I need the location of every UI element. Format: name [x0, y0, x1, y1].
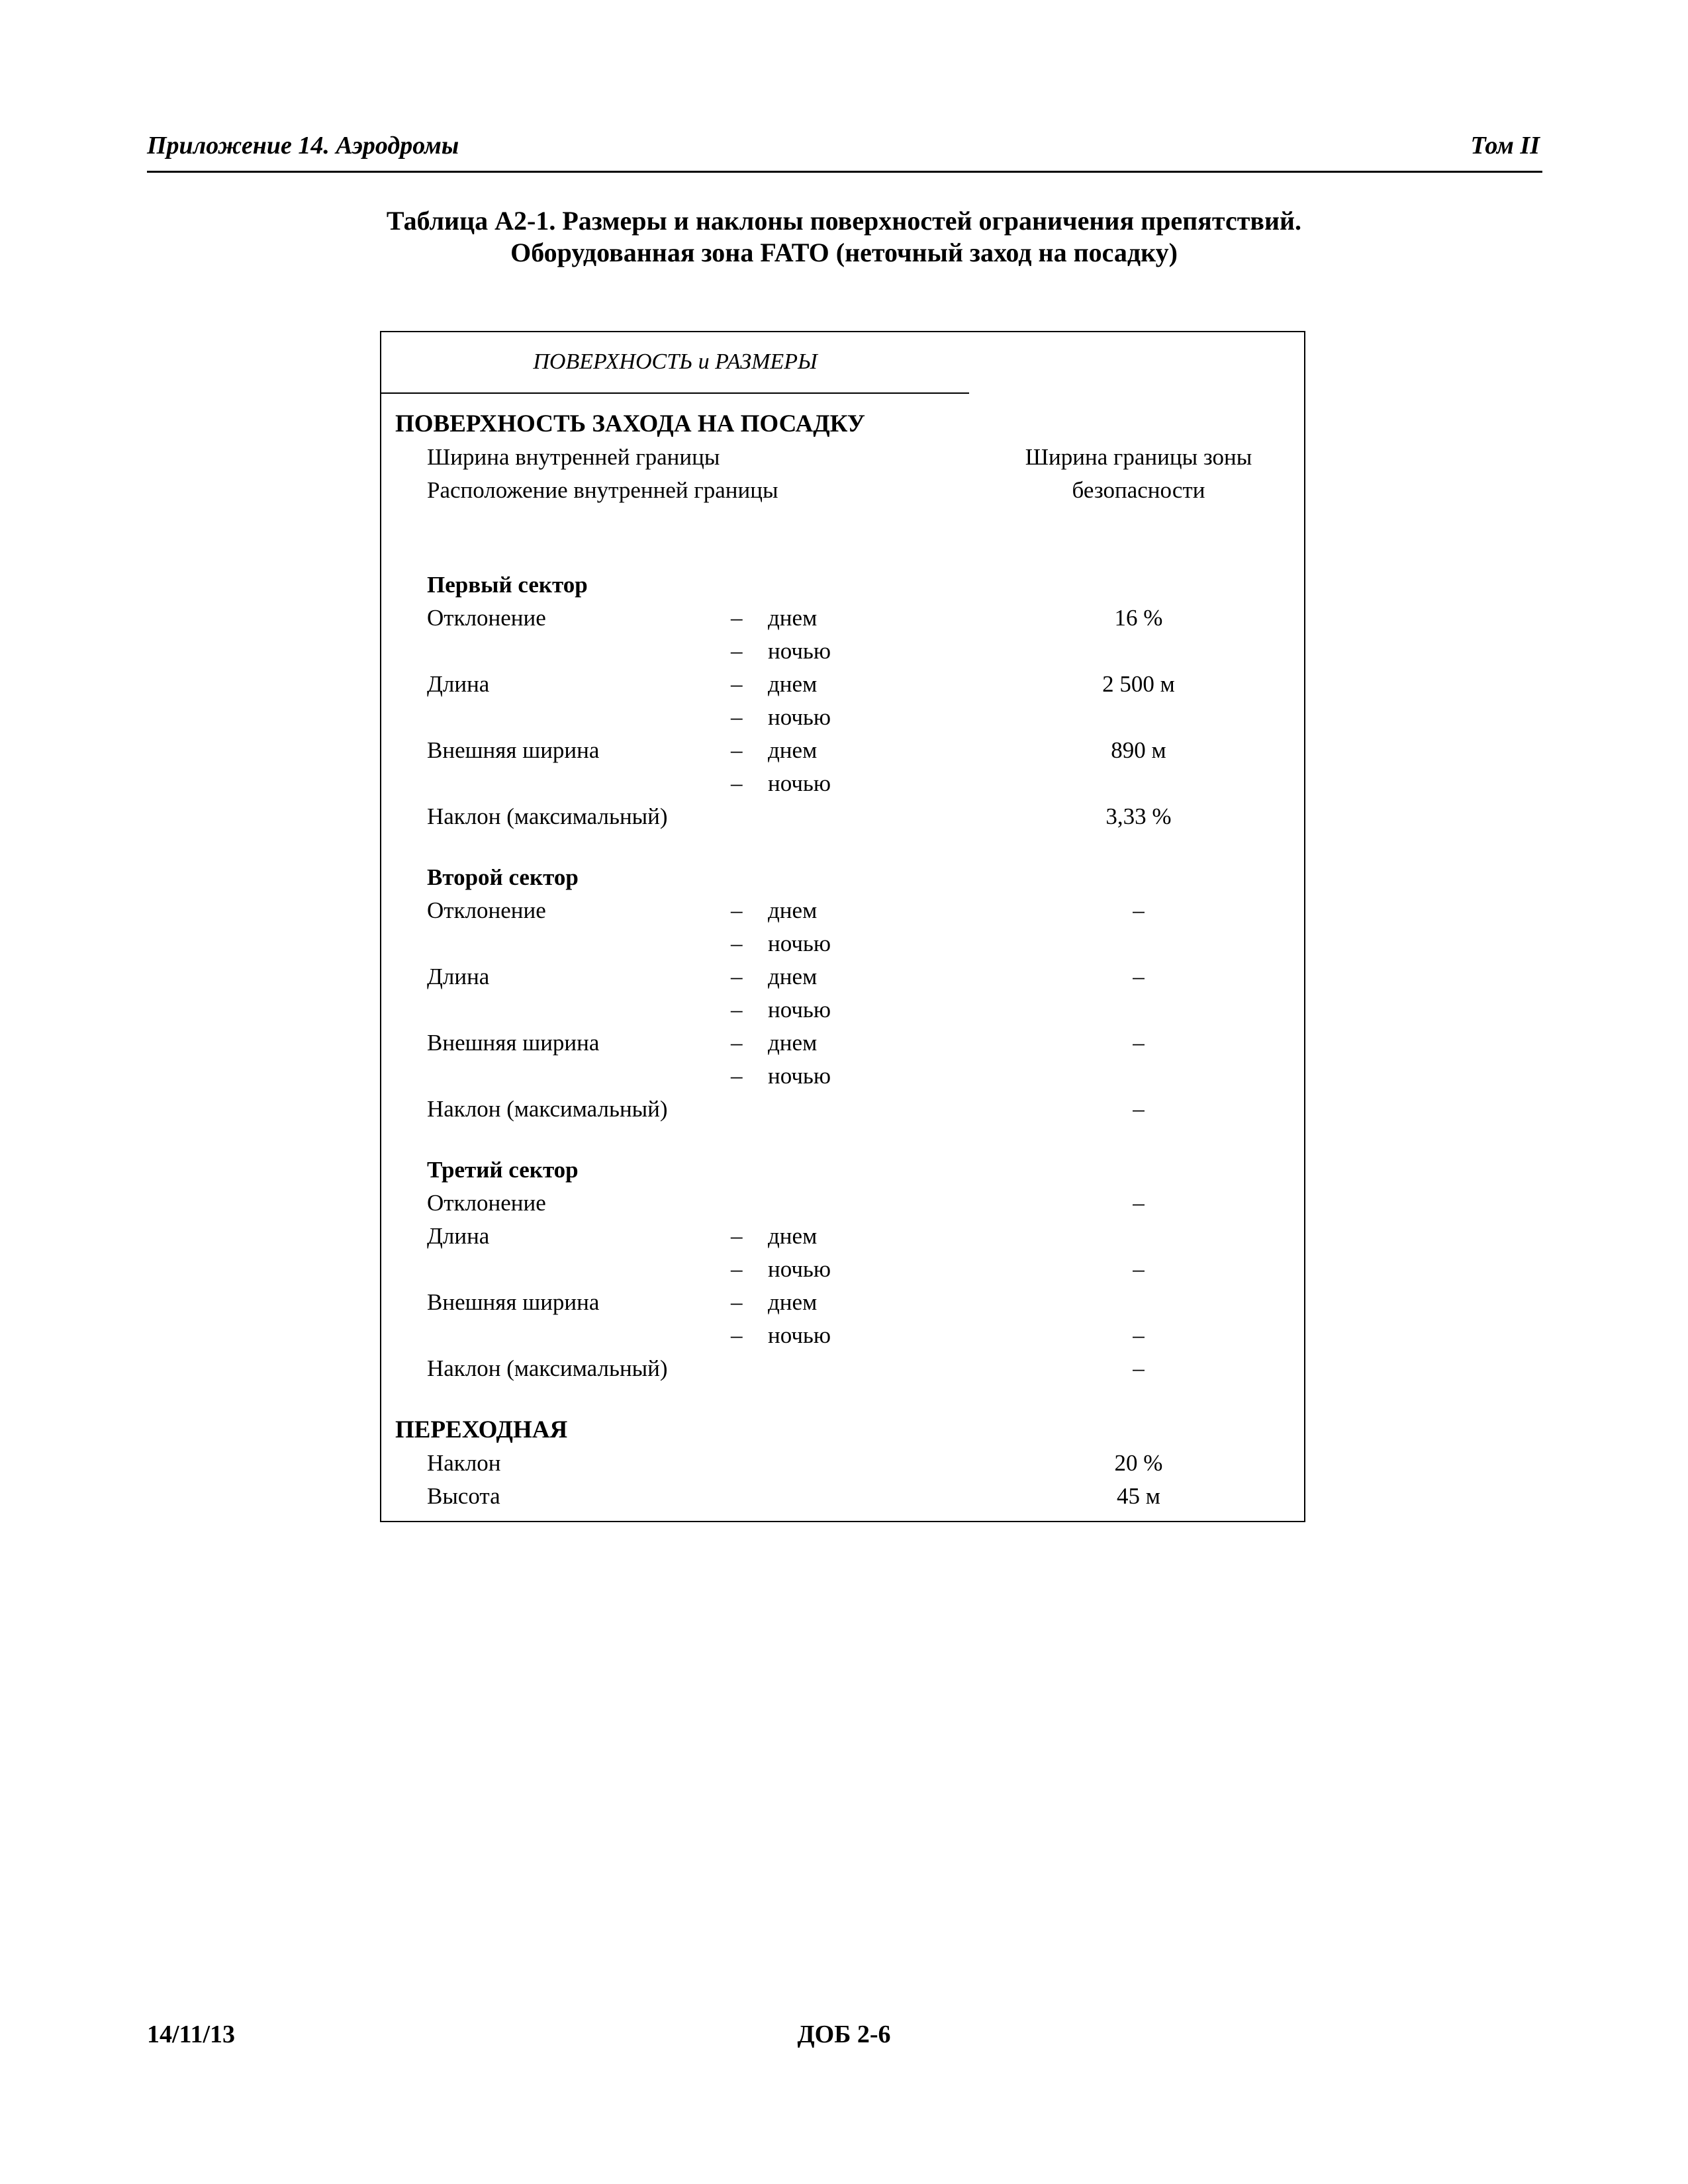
transitional-slope-label: Наклон: [427, 1450, 501, 1476]
table-subtitle: Оборудованная зона FATO (неточный заход на посадку): [510, 238, 1178, 267]
sector3-length-day: днем: [768, 1223, 818, 1249]
dash: –: [731, 897, 743, 923]
sector2-length-label: Длина: [427, 964, 490, 989]
dash: –: [731, 671, 743, 697]
running-header-right: Том II: [1470, 132, 1540, 159]
sector1-slope-value: 3,33 %: [1105, 803, 1172, 829]
sector1-outer-width-day: днем: [768, 737, 818, 763]
transitional-height-value: 45 м: [1117, 1483, 1160, 1509]
sector1-divergence-day: днем: [768, 605, 818, 631]
sector3-slope-label: Наклон (максимальный): [427, 1355, 668, 1381]
sector2-title: Второй сектор: [427, 864, 579, 890]
sector3-divergence-label: Отклонение: [427, 1190, 546, 1216]
sector1-slope-label: Наклон (максимальный): [427, 803, 668, 829]
sector3-outer-width-value: –: [1133, 1322, 1145, 1348]
sector1-outer-width-night: ночью: [768, 770, 831, 796]
dash: –: [731, 1289, 743, 1315]
dash: –: [731, 1030, 743, 1056]
sector3-outer-width-label: Внешняя ширина: [427, 1289, 600, 1315]
sector1-outer-width-label: Внешняя ширина: [427, 737, 600, 763]
sector1-divergence-value: 16 %: [1114, 605, 1163, 631]
footer-date: 14/11/13: [147, 2021, 236, 2048]
dash: –: [731, 1256, 743, 1282]
sector2-outer-width-night: ночью: [768, 1063, 831, 1089]
section-transitional-title: ПЕРЕХОДНАЯ: [395, 1416, 568, 1443]
dash: –: [731, 1063, 743, 1089]
sector3-length-night: ночью: [768, 1256, 831, 1282]
row-inner-width-label: Ширина внутренней границы: [427, 444, 720, 470]
dash: –: [731, 704, 743, 730]
dash: –: [731, 605, 743, 631]
sector2-divergence-night: ночью: [768, 931, 831, 956]
footer-page-number: ДОБ 2-6: [797, 2021, 891, 2048]
row-inner-location-label: Расположение внутренней границы: [427, 477, 778, 503]
sector3-length-label: Длина: [427, 1223, 490, 1249]
table-title: Таблица А2-1. Размеры и наклоны поверхностей ограничения препятствий.: [386, 206, 1302, 236]
dash: –: [731, 1223, 743, 1249]
sector1-title: Первый сектор: [427, 572, 588, 598]
sector1-length-night: ночью: [768, 704, 831, 730]
sector2-divergence-value: –: [1133, 897, 1145, 923]
transitional-slope-value: 20 %: [1114, 1450, 1163, 1476]
dash: –: [731, 638, 743, 664]
sector2-length-night: ночью: [768, 997, 831, 1023]
sector2-outer-width-value: –: [1133, 1030, 1145, 1056]
sector1-length-value: 2 500 м: [1102, 671, 1175, 697]
sector3-outer-width-night: ночью: [768, 1322, 831, 1348]
sector3-title: Третий сектор: [427, 1157, 579, 1183]
sector2-divergence-day: днем: [768, 897, 818, 923]
header-rule: [147, 171, 1542, 173]
sector2-slope-value: –: [1133, 1096, 1145, 1122]
sector1-length-label: Длина: [427, 671, 490, 697]
sector1-outer-width-value: 890 м: [1111, 737, 1166, 763]
dash: –: [731, 1322, 743, 1348]
sector1-divergence-label: Отклонение: [427, 605, 546, 631]
dash: –: [731, 737, 743, 763]
sector2-outer-width-day: днем: [768, 1030, 818, 1056]
transitional-height-label: Высота: [427, 1483, 500, 1509]
dash: –: [731, 770, 743, 796]
column-header-rule: [381, 392, 969, 394]
sector3-length-value: –: [1133, 1256, 1145, 1282]
dash: –: [731, 931, 743, 956]
dash: –: [731, 997, 743, 1023]
sector3-slope-value: –: [1133, 1355, 1145, 1381]
sector2-outer-width-label: Внешняя ширина: [427, 1030, 600, 1056]
sector2-length-value: –: [1133, 964, 1145, 989]
running-header-left: Приложение 14. Аэродромы: [147, 132, 459, 159]
sector3-outer-width-day: днем: [768, 1289, 818, 1315]
column-header: ПОВЕРХНОСТЬ и РАЗМЕРЫ: [533, 349, 818, 374]
sector3-divergence-value: –: [1133, 1190, 1145, 1216]
dash: –: [731, 964, 743, 989]
sector1-length-day: днем: [768, 671, 818, 697]
sector2-divergence-label: Отклонение: [427, 897, 546, 923]
sector2-slope-label: Наклон (максимальный): [427, 1096, 668, 1122]
sector2-length-day: днем: [768, 964, 818, 989]
section-approach-title: ПОВЕРХНОСТЬ ЗАХОДА НА ПОСАДКУ: [395, 410, 865, 437]
row-inner-value-line1: Ширина границы зоны: [1025, 444, 1252, 470]
sector1-divergence-night: ночью: [768, 638, 831, 664]
row-inner-value-line2: безопасности: [1072, 477, 1205, 503]
